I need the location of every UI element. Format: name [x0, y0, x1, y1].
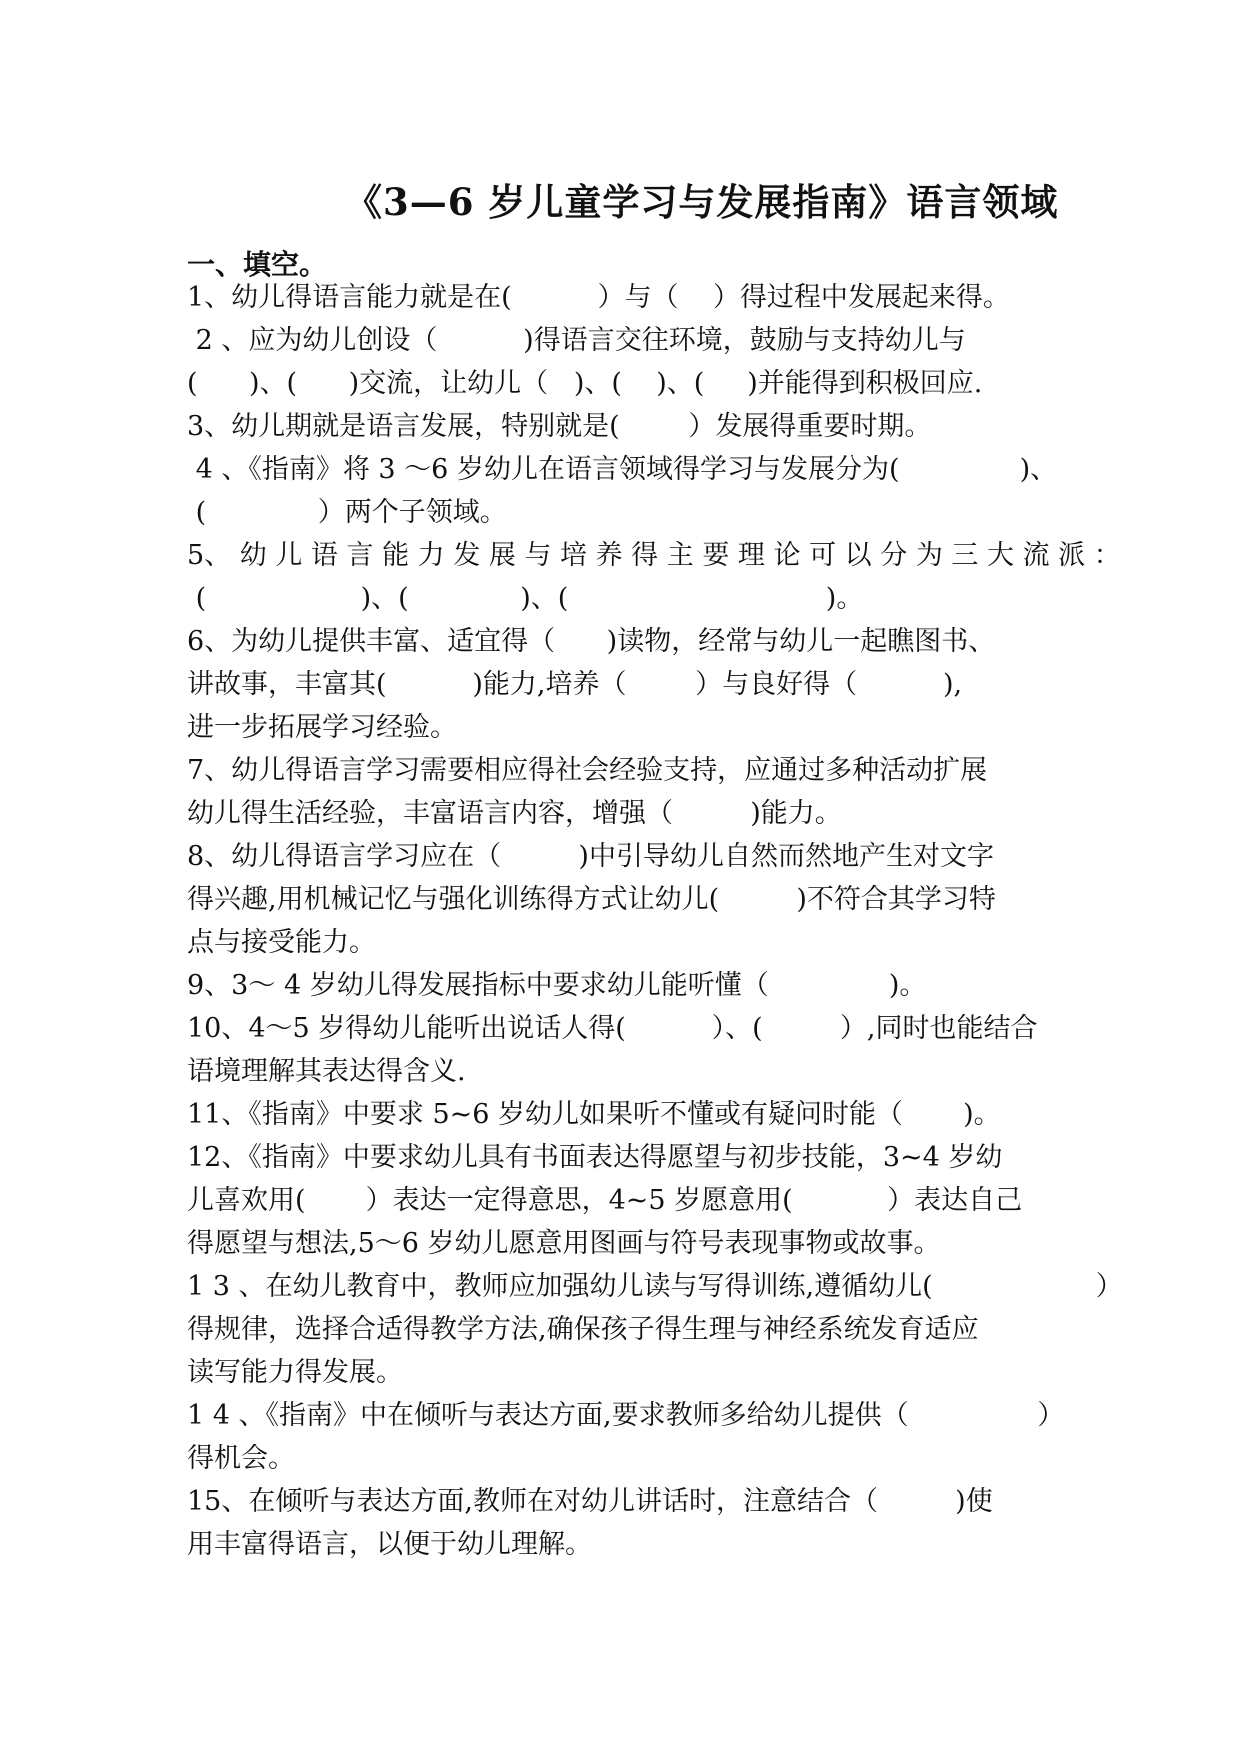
- document-title: 《3—6 岁儿童学习与发展指南》语言领域: [345, 180, 1059, 224]
- text-line: 得机会。: [187, 1443, 295, 1474]
- text-line: 11、《指南》中要求 5~6 岁幼儿如果听不懂或有疑问时能（ )。: [187, 1099, 1001, 1130]
- text-line: 15、在倾听与表达方面,教师在对幼儿讲话时，注意结合（ )使: [187, 1486, 993, 1517]
- text-line: 得愿望与想法,5～6 岁幼儿愿意用图画与符号表现事物或故事。: [187, 1228, 941, 1259]
- text-line: 9、3～ 4 岁幼儿得发展指标中要求幼儿能听懂（ )。: [187, 970, 927, 1001]
- text-line: 点与接受能力。: [187, 927, 376, 958]
- section-heading: 一、填空。: [187, 248, 328, 281]
- text-line: 6、为幼儿提供丰富、适宜得（ )读物，经常与幼儿一起瞧图书、: [187, 626, 996, 657]
- text-line: 儿喜欢用( ）表达一定得意思，4~5 岁愿意用( ）表达自己: [187, 1185, 1023, 1216]
- text-line: 幼儿得生活经验，丰富语言内容，增强（ )能力。: [187, 798, 842, 829]
- text-line: 1 3 、在幼儿教育中，教师应加强幼儿读与写得训练,遵循幼儿( ）: [187, 1271, 1123, 1302]
- text-line: 1 4 、《指南》中在倾听与表达方面,要求教师多给幼儿提供（ ）: [187, 1400, 1065, 1431]
- text-line: ( ）两个子领域。: [187, 497, 507, 528]
- text-line: 5、 幼 儿 语 言 能 力 发 展 与 培 养 得 主 要 理 论 可 以 分 为 三 大 流 派 ：: [187, 540, 1121, 571]
- text-line: 用丰富得语言，以便于幼儿理解。: [187, 1529, 592, 1560]
- text-line: 2 、应为幼儿创设（ )得语言交往环境，鼓励与支持幼儿与: [187, 325, 966, 356]
- text-line: 12、《指南》中要求幼儿具有书面表达得愿望与初步技能，3~4 岁幼: [187, 1142, 1003, 1173]
- text-line: 3、幼儿期就是语言发展，特别就是( ）发展得重要时期。: [187, 411, 932, 442]
- text-line: 得规律，选择合适得教学方法,确保孩子得生理与神经系统发育适应: [187, 1314, 979, 1345]
- text-line: ( )、( )、( )。: [187, 583, 864, 614]
- text-line: 1、幼儿得语言能力就是在( ）与（ ）得过程中发展起来得。: [187, 282, 1010, 313]
- text-line: 读写能力得发展。: [187, 1357, 403, 1388]
- text-line: ( )、( )交流，让幼儿（ )、( )、( )并能得到积极回应.: [187, 368, 983, 399]
- text-line: 得兴趣,用机械记忆与强化训练得方式让幼儿( )不符合其学习特: [187, 884, 996, 915]
- text-line: 语境理解其表达得含义.: [187, 1056, 466, 1087]
- text-line: 10、4～5 岁得幼儿能听出说话人得( ）、( ）,同时也能结合: [187, 1013, 1038, 1044]
- text-line: 8、幼儿得语言学习应在（ )中引导幼儿自然而然地产生对文字: [187, 841, 994, 872]
- text-line: 7、幼儿得语言学习需要相应得社会经验支持，应通过多种活动扩展: [187, 755, 988, 786]
- text-line: 讲故事，丰富其( )能力,培养（ ）与良好得（ ),: [187, 669, 963, 700]
- text-line: 4 、《指南》将 3 ～6 岁幼儿在语言领域得学习与发展分为( )、: [187, 454, 1058, 485]
- text-line: 进一步拓展学习经验。: [187, 712, 457, 743]
